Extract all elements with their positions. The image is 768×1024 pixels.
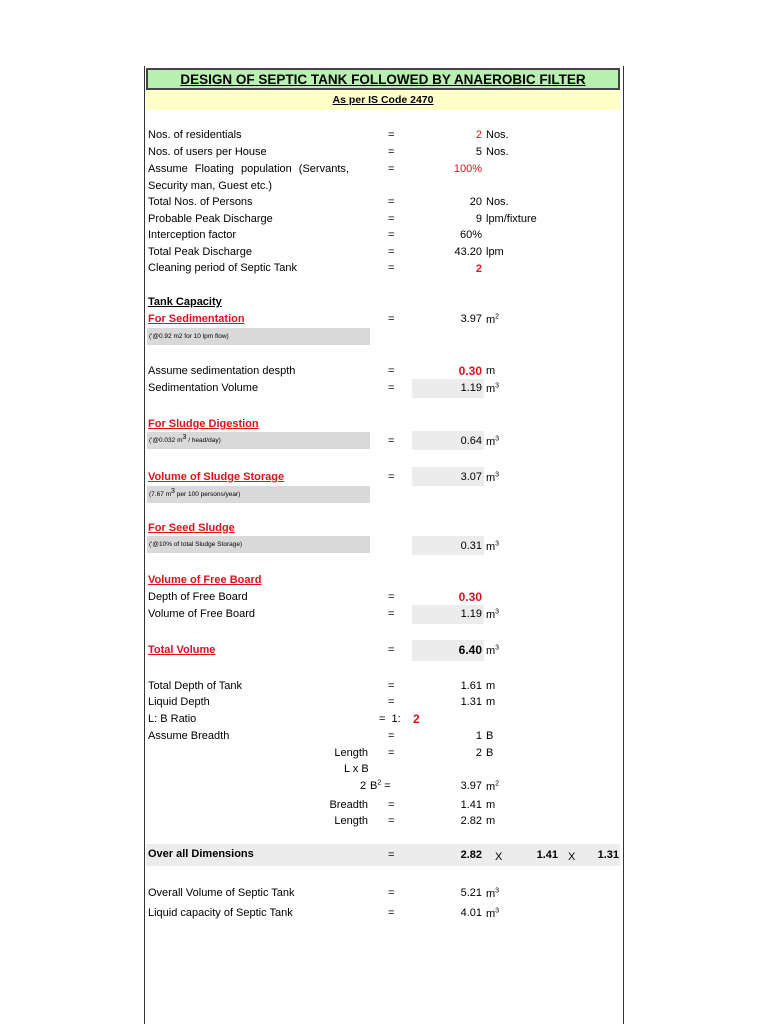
note-sludge-storage: (7.67 $m^3$ per 100 persons/year) xyxy=(147,486,370,503)
label-cleaning: Cleaning period of Septic Tank xyxy=(148,262,298,274)
label-length: Length xyxy=(334,747,368,759)
value-overall-depth: 1.31 xyxy=(597,849,619,861)
b-squared-expr: $B^2$ = xyxy=(370,779,391,792)
eq-sign: = xyxy=(388,815,395,827)
label-residentials: Nos. of residentials xyxy=(148,129,242,141)
eq-sign: = xyxy=(388,365,395,377)
value-persons: 20 xyxy=(469,196,482,208)
label-floating-2: Security man, Guest etc.) xyxy=(148,180,273,192)
label-seed-sludge: For Seed Sludge xyxy=(148,522,235,534)
unit-free-board-volume: $m^3$ xyxy=(486,608,500,621)
value-overall-breadth: 1.41 xyxy=(536,849,558,861)
label-sed-depth: Assume sedimentation despth xyxy=(148,365,296,377)
value-length-final: 2.82 xyxy=(460,815,482,827)
unit-total-volume: $m^3$ xyxy=(486,644,500,657)
eq-sign: = xyxy=(388,799,395,811)
eq-sign: = xyxy=(388,608,395,620)
unit-sed-volume: $m^3$ xyxy=(486,382,500,395)
value-liquid-depth: 1.31 xyxy=(460,696,482,708)
label-sedimentation: For Sedimentation xyxy=(148,313,245,325)
eq-sign: = xyxy=(388,262,395,274)
label-floating: Assume Floating population (Servants, xyxy=(148,163,349,175)
value-assume-breadth: 1 xyxy=(475,730,482,742)
note-sludge-digestion: ('@0.032 $m^3$ / head/day) xyxy=(147,432,370,449)
eq-sign: = xyxy=(388,382,395,394)
unit-seed-sludge: $m^3$ xyxy=(486,540,500,553)
unit-overall-volume: $m^3$ xyxy=(486,887,500,900)
eq-sign: = xyxy=(388,435,395,447)
eq-sign: = xyxy=(388,313,395,325)
eq-sign: = xyxy=(388,591,395,603)
label-total-depth: Total Depth of Tank xyxy=(148,680,242,692)
unit-persons: Nos. xyxy=(486,196,509,208)
eq-sign: = xyxy=(388,129,395,141)
label-sed-volume: Sedimentation Volume xyxy=(148,382,259,394)
label-free-board-section: Volume of Free Board xyxy=(148,574,262,586)
label-total-volume: Total Volume xyxy=(148,644,216,656)
value-sed-depth: 0.30 xyxy=(458,364,482,378)
label-interception: Interception factor xyxy=(148,229,237,241)
value-lb-ratio: 2 xyxy=(413,712,420,726)
note-seed-sludge: ('@10% of total Sludge Storage) xyxy=(147,536,370,553)
unit-users: Nos. xyxy=(486,146,509,158)
unit-total-peak: lpm xyxy=(486,246,504,258)
label-total-peak: Total Peak Discharge xyxy=(148,246,252,258)
unit-liquid-depth: m xyxy=(486,696,496,708)
value-floating: 100% xyxy=(453,163,482,175)
section-tank-capacity: Tank Capacity xyxy=(148,296,222,308)
unit-sedimentation: $m^2$ xyxy=(486,313,500,326)
unit-total-depth: m xyxy=(486,680,496,692)
value-sludge-storage: 3.07 xyxy=(460,471,482,483)
value-b-squared: 3.97 xyxy=(460,780,482,792)
unit-length: B xyxy=(486,747,494,759)
eq-sign: = xyxy=(388,246,395,258)
label-sludge-digestion: For Sludge Digestion xyxy=(148,418,259,430)
eq-sign: = xyxy=(388,163,395,175)
value-interception: 60% xyxy=(459,229,482,241)
value-users: 5 xyxy=(475,146,482,158)
eq-sign: = xyxy=(388,730,395,742)
value-free-board-volume: 1.19 xyxy=(460,608,482,620)
eq-sign: = xyxy=(388,696,395,708)
eq-sign: = xyxy=(388,213,395,225)
unit-breadth: m xyxy=(486,799,496,811)
label-sludge-storage: Volume of Sludge Storage xyxy=(148,471,285,483)
eq-sign: = xyxy=(388,747,395,759)
value-cleaning: 2 xyxy=(475,263,482,275)
times-sign: X xyxy=(495,851,503,863)
page-title: DESIGN OF SEPTIC TANK FOLLOWED BY ANAEROBIC FILTER xyxy=(180,71,586,87)
label-lb-ratio: L: B Ratio xyxy=(148,713,197,725)
value-seed-sludge: 0.31 xyxy=(460,540,482,552)
note-sedimentation: ('@0.92 m2 for 10 lpm flow) xyxy=(147,328,370,345)
eq-sign: = xyxy=(388,907,395,919)
value-residentials: 2 xyxy=(475,129,482,141)
label-liquid-depth: Liquid Depth xyxy=(148,696,210,708)
eq-sign: = xyxy=(388,849,395,861)
page-subtitle: As per IS Code 2470 xyxy=(332,94,434,106)
times-sign: X xyxy=(568,851,576,863)
eq-sign: = xyxy=(388,887,395,899)
label-peak: Probable Peak Discharge xyxy=(148,213,273,225)
value-overall-volume: 5.21 xyxy=(460,887,482,899)
value-peak: 9 xyxy=(475,213,482,225)
label-overall-dimensions: Over all Dimensions xyxy=(148,848,254,860)
eq-sign: = xyxy=(388,471,395,483)
eq-sign: = xyxy=(388,644,395,656)
value-liquid-capacity: 4.01 xyxy=(460,907,482,919)
eq-sign: = xyxy=(388,680,395,692)
eq-sign: = xyxy=(388,146,395,158)
unit-liquid-capacity: $m^3$ xyxy=(486,907,500,920)
unit-peak: lpm/fixture xyxy=(486,213,537,225)
unit-sludge-storage: $m^3$ xyxy=(486,471,500,484)
unit-residentials: Nos. xyxy=(486,129,509,141)
label-length-final: Length xyxy=(334,815,368,827)
label-overall-volume: Overall Volume of Septic Tank xyxy=(148,887,295,899)
label-free-board-depth: Depth of Free Board xyxy=(148,591,248,603)
value-total-peak: 43.20 xyxy=(454,246,482,258)
unit-length-final: m xyxy=(486,815,496,827)
unit-sed-depth: m xyxy=(486,365,496,377)
label-breadth: Breadth xyxy=(329,799,368,811)
label-persons: Total Nos. of Persons xyxy=(148,196,253,208)
value-overall-length: 2.82 xyxy=(460,849,482,861)
b-squared-coef: 2 xyxy=(360,780,367,792)
unit-sludge-digestion: $m^3$ xyxy=(486,435,500,448)
eq-sign: = xyxy=(388,196,395,208)
unit-assume-breadth: B xyxy=(486,730,494,742)
value-free-board-depth: 0.30 xyxy=(458,590,482,604)
unit-b-squared: $m^2$ xyxy=(486,780,500,793)
value-sedimentation: 3.97 xyxy=(460,313,482,325)
label-users: Nos. of users per House xyxy=(148,146,267,158)
value-total-volume: 6.40 xyxy=(458,643,482,657)
value-sludge-digestion: 0.64 xyxy=(460,435,482,447)
label-lxb: L x B xyxy=(344,763,369,775)
value-breadth: 1.41 xyxy=(460,799,482,811)
subtitle-bar xyxy=(146,90,620,110)
value-length: 2 xyxy=(475,747,482,759)
value-sed-volume: 1.19 xyxy=(460,382,482,394)
label-free-board-volume: Volume of Free Board xyxy=(148,608,256,620)
value-total-depth: 1.61 xyxy=(460,680,482,692)
lb-ratio-eq: = 1: xyxy=(379,713,401,725)
title-bar xyxy=(146,68,620,90)
label-liquid-capacity: Liquid capacity of Septic Tank xyxy=(148,907,293,919)
label-assume-breadth: Assume Breadth xyxy=(148,730,230,742)
eq-sign: = xyxy=(388,229,395,241)
